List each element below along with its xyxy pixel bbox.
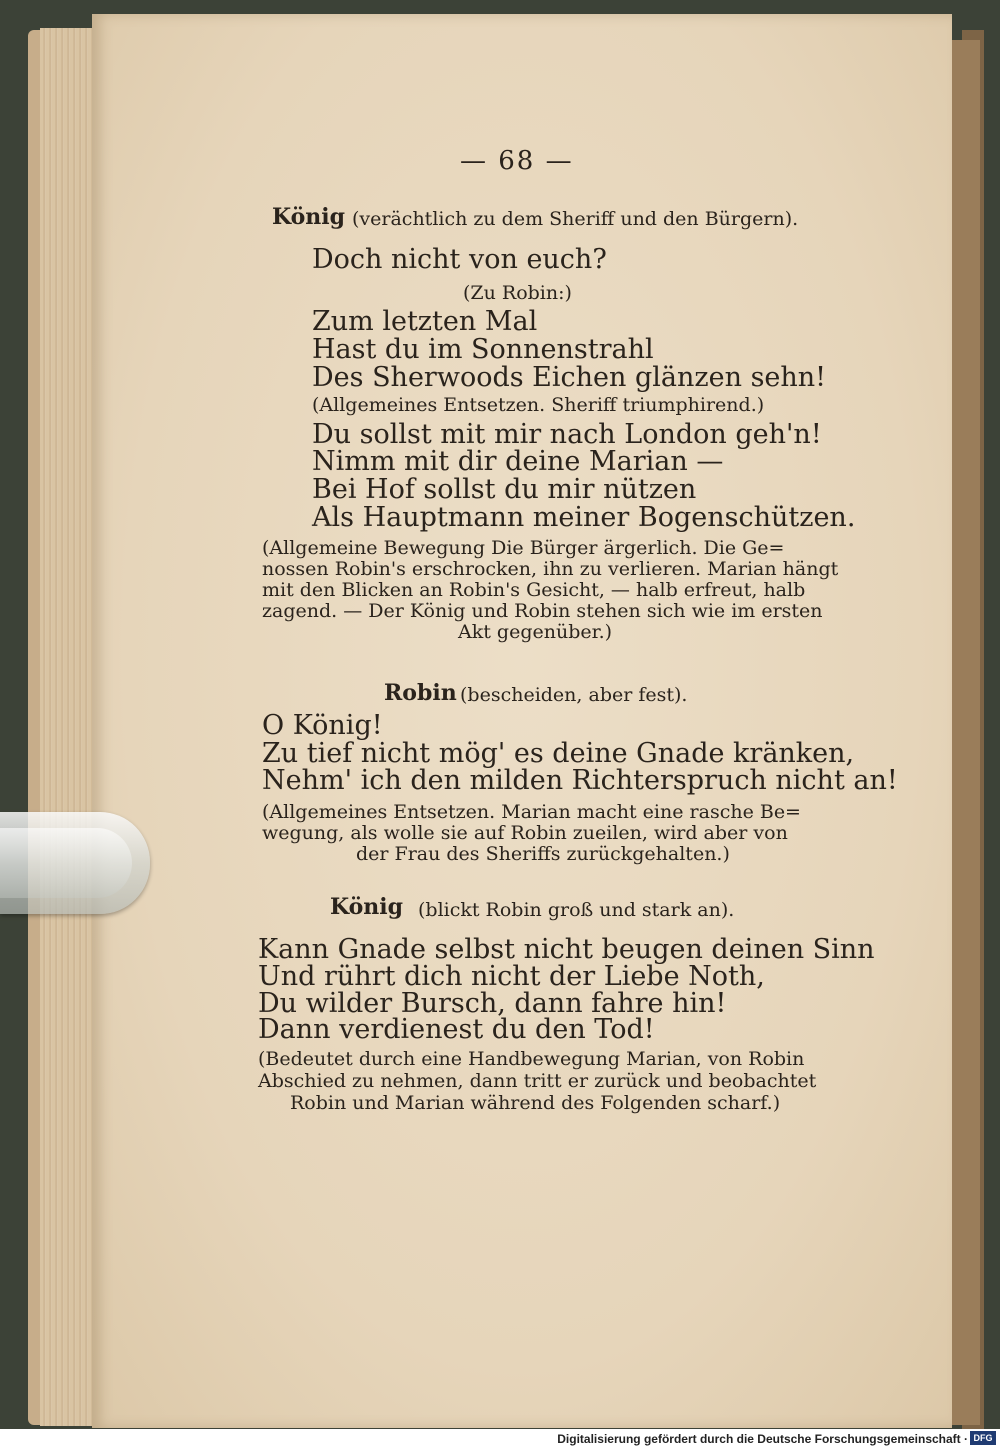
stage-direction: (blickt Robin groß und stark an). [418,899,735,921]
stage-direction: zagend. — Der König und Robin stehen sich wie im ersten [262,600,823,622]
verse-line: O König! [262,710,383,741]
stage-direction: (verächtlich zu dem Sheriff und den Bürgern). [352,208,799,230]
stage-direction: Abschied zu nehmen, dann tritt er zurück und beobachtet [258,1070,817,1092]
verse-line: Als Hauptmann meiner Bogenschützen. [312,502,856,533]
dfg-logo: DFG [970,1431,996,1445]
stage-direction: wegung, als wolle sie auf Robin zueilen, wird aber von [262,822,788,844]
stage-direction: (bescheiden, aber fest). [460,684,688,706]
stage-direction: (Allgemeines Entsetzen. Sheriff triumphirend.) [312,394,765,416]
verse-line: Zu tief nicht mög' es deine Gnade kränken, [262,738,855,769]
verse-line: Nimm mit dir deine Marian — [312,446,724,477]
verse-line: Du sollst mit mir nach London geh'n! [312,419,822,450]
stage-direction: (Bedeutet durch eine Handbewegung Marian, von Robin [258,1048,805,1070]
speaker-robin: Robin [384,680,457,706]
stage-direction: Robin und Marian während des Folgenden scharf.) [290,1092,781,1114]
page-number: — 68 — [460,146,574,176]
stage-direction: nossen Robin's erschrocken, ihn zu verlieren. Marian hängt [262,558,839,580]
verse-line: Kann Gnade selbst nicht beugen deinen Sinn [258,934,875,965]
speaker-koenig: König [272,204,346,230]
footer-credit: Digitalisierung gefördert durch die Deutsche Forschungsgemeinschaft · [557,1432,968,1446]
stage-direction: Akt gegenüber.) [458,621,613,643]
glass-highlight [0,828,132,898]
stage-direction: (Allgemeine Bewegung Die Bürger ärgerlich. Die Ge= [262,537,785,559]
verse-line: Doch nicht von euch? [312,244,607,275]
verse-line: Nehm' ich den milden Richterspruch nicht an! [262,765,898,796]
stage-aside: (Zu Robin:) [463,282,572,304]
stage-direction: der Frau des Sheriffs zurückgehalten.) [356,843,730,865]
verse-line: Und rührt dich nicht der Liebe Noth, [258,961,765,992]
verse-line: Du wilder Bursch, dann fahre hin! [258,988,727,1019]
verse-line: Bei Hof sollst du mir nützen [312,474,697,505]
verse-line: Zum letzten Mal [312,306,538,337]
verse-line: Des Sherwoods Eichen glänzen sehn! [312,362,827,393]
verse-line: Hast du im Sonnenstrahl [312,334,654,365]
stage-direction: (Allgemeines Entsetzen. Marian macht eine rasche Be= [262,801,801,823]
verse-line: Dann verdienest du den Tod! [258,1014,655,1045]
stage-direction: mit den Blicken an Robin's Gesicht, — halb erfreut, halb [262,579,806,601]
book-back-cover-edge [950,40,980,1425]
speaker-koenig: König [330,894,404,920]
